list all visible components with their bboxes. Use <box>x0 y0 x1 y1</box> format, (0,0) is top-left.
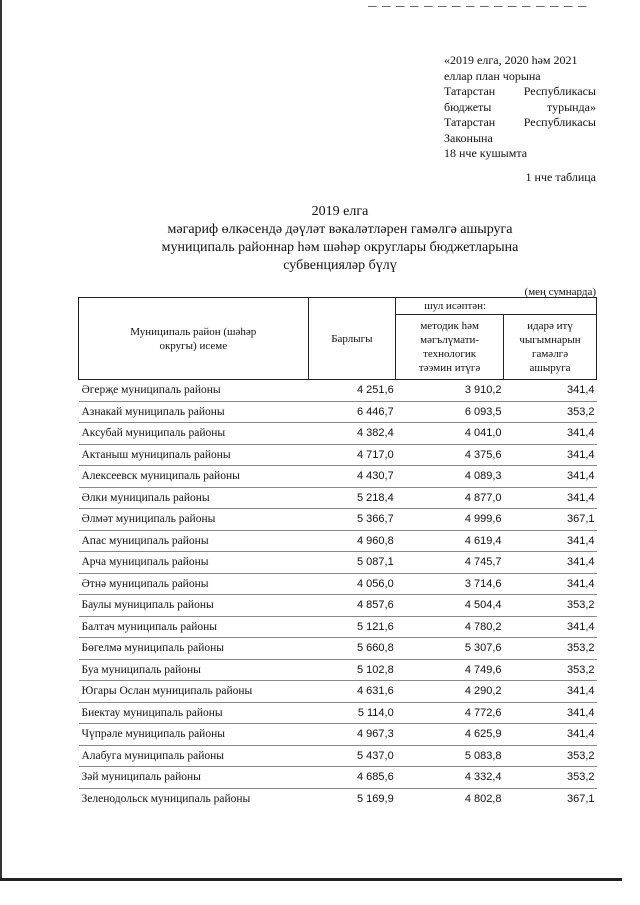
row-total: 5 114,0 <box>308 702 396 724</box>
column-header-name: Муниципаль район (шәһәр округы) исеме <box>79 298 309 380</box>
row-methodical: 6 093,5 <box>396 401 504 423</box>
table-row <box>79 616 597 638</box>
row-name: Әлмәт муниципаль районы <box>79 509 309 531</box>
row-methodical: 4 802,8 <box>396 788 504 809</box>
row-name: Аксубай муниципаль районы <box>79 423 309 445</box>
table-row <box>79 552 597 574</box>
row-total: 4 857,6 <box>308 595 396 617</box>
row-admin: 341,4 <box>504 702 597 724</box>
table-row <box>79 745 597 767</box>
subvention-table <box>78 297 597 809</box>
column-header-of-which: шул исәптән: <box>396 298 597 315</box>
row-name: Алексеевск муниципаль районы <box>79 466 309 488</box>
header-note-word: Республикасы <box>523 84 596 98</box>
row-name: Арча муниципаль районы <box>79 552 309 574</box>
header-note-word: Татарстан <box>444 115 496 129</box>
row-total: 4 960,8 <box>308 530 396 552</box>
header-note-line <box>444 84 596 100</box>
row-methodical: 4 999,6 <box>396 509 504 531</box>
row-methodical: 4 877,0 <box>396 487 504 509</box>
title-line: мәгариф өлкәсендә дәүләт вәкаләтләрен гамәлгә ашыруга <box>167 222 513 237</box>
header-note-line: 18 нче кушымта <box>444 146 528 160</box>
row-name: Югары Ослан муниципаль районы <box>79 681 309 703</box>
header-note-line <box>444 115 596 131</box>
row-admin: 353,2 <box>504 401 597 423</box>
row-total: 5 087,1 <box>308 552 396 574</box>
row-methodical: 4 772,6 <box>396 702 504 724</box>
row-total: 4 430,7 <box>308 466 396 488</box>
table-row <box>79 788 597 809</box>
row-total: 5 366,7 <box>308 509 396 531</box>
header-note-line: еллар план чорына <box>444 68 541 83</box>
scan-left-edge <box>0 0 2 880</box>
header-note-word: турында» <box>546 99 596 114</box>
row-name: Апас муниципаль районы <box>79 530 309 552</box>
row-methodical: 3 910,2 <box>464 384 502 397</box>
column-header-total: Барлыгы <box>308 298 396 380</box>
row-methodical: 4 041,0 <box>396 423 504 445</box>
table-row <box>79 573 597 595</box>
top-dashed-line <box>368 6 588 7</box>
row-total: 4 251,6 <box>357 384 394 397</box>
row-total: 5 102,8 <box>308 659 396 681</box>
row-methodical: 4 375,6 <box>396 444 504 466</box>
table-row <box>79 509 597 531</box>
row-name: Актаныш муниципаль районы <box>79 444 309 466</box>
row-admin: 341,4 <box>504 444 597 466</box>
row-admin: 341,4 <box>504 530 597 552</box>
row-admin: 353,2 <box>504 745 597 767</box>
row-admin: 341,4 <box>504 487 597 509</box>
table-row <box>79 638 597 660</box>
row-admin: 341,4 <box>504 616 597 638</box>
table-number: 1 нче таблица <box>525 170 596 184</box>
table-row <box>79 530 597 552</box>
row-methodical: 4 089,3 <box>396 466 504 488</box>
scan-bottom-edge <box>0 878 622 881</box>
title-line: муниципаль районнар һәм шәһәр округлары бюджетларына <box>161 240 519 255</box>
row-admin: 353,2 <box>504 659 597 681</box>
column-header-methodical: методик һәм мәгълүмати-технологик тәэмин итүгә <box>396 315 504 380</box>
row-methodical: 5 083,8 <box>396 745 504 767</box>
header-note-line: «2019 елга, 2020 һәм 2021 <box>444 53 578 67</box>
row-total: 4 056,0 <box>308 573 396 595</box>
table-row <box>79 724 597 746</box>
table-row <box>79 466 597 488</box>
row-admin: 341,4 <box>504 573 597 595</box>
table-row <box>79 659 597 681</box>
row-methodical: 5 307,6 <box>396 638 504 660</box>
header-note-line: Законына <box>444 130 493 145</box>
row-admin: 341,4 <box>504 423 597 445</box>
units-note: (мең сумнарда) <box>524 286 596 298</box>
row-methodical: 4 745,7 <box>396 552 504 574</box>
table-body <box>79 380 597 810</box>
table-row <box>79 595 597 617</box>
document-title <box>100 203 580 275</box>
row-admin: 353,2 <box>504 767 597 789</box>
row-total: 4 382,4 <box>308 423 396 445</box>
table-row <box>79 380 597 402</box>
row-name: Чүпрәле муниципаль районы <box>79 724 309 746</box>
title-line: 2019 елга <box>311 204 369 219</box>
header-note-word: бюджеты <box>444 99 492 114</box>
row-name: Баулы муниципаль районы <box>79 595 309 617</box>
table-row <box>79 702 597 724</box>
row-admin: 353,2 <box>504 638 597 660</box>
row-name: Бөгелмә муниципаль районы <box>79 638 309 660</box>
table-row <box>79 487 597 509</box>
column-header-admin: идарә итү чыгымнарын гамәлгә ашыруга <box>504 315 597 380</box>
row-total: 5 437,0 <box>308 745 396 767</box>
row-admin: 367,1 <box>504 788 597 809</box>
table-row <box>79 681 597 703</box>
row-name: Алабуга муниципаль районы <box>79 745 309 767</box>
row-total: 4 631,6 <box>308 681 396 703</box>
table-row <box>79 423 597 445</box>
row-name: Зеленодольск муниципаль районы <box>79 788 309 809</box>
header-note-word: Республикасы <box>523 115 596 129</box>
header-note-word: Татарстан <box>444 84 496 98</box>
row-total: 5 169,9 <box>308 788 396 809</box>
row-methodical: 4 625,9 <box>396 724 504 746</box>
row-name: Зәй муниципаль районы <box>79 767 309 789</box>
row-name: Биектау муниципаль районы <box>79 702 309 724</box>
row-total: 6 446,7 <box>308 401 396 423</box>
row-methodical: 4 619,4 <box>396 530 504 552</box>
row-methodical: 4 780,2 <box>396 616 504 638</box>
row-name: Әгерҗе муниципаль районы <box>81 384 221 397</box>
row-name: Буа муниципаль районы <box>79 659 309 681</box>
row-admin: 341,4 <box>504 552 597 574</box>
title-line: субвенцияләр бүлү <box>283 258 397 273</box>
row-admin: 353,2 <box>504 595 597 617</box>
table-row <box>79 401 597 423</box>
row-total: 4 967,3 <box>308 724 396 746</box>
table-row <box>79 767 597 789</box>
row-total: 5 218,4 <box>308 487 396 509</box>
row-methodical: 4 749,6 <box>396 659 504 681</box>
row-methodical: 4 290,2 <box>396 681 504 703</box>
row-admin: 341,4 <box>566 384 595 397</box>
table-row <box>79 444 597 466</box>
header-note <box>444 53 596 162</box>
row-total: 5 660,8 <box>308 638 396 660</box>
row-admin: 341,4 <box>504 681 597 703</box>
row-name: Азнакай муниципаль районы <box>79 401 309 423</box>
row-admin: 341,4 <box>504 466 597 488</box>
row-methodical: 4 504,4 <box>396 595 504 617</box>
row-total: 4 685,6 <box>308 767 396 789</box>
row-admin: 341,4 <box>504 724 597 746</box>
row-name: Әтнә муниципаль районы <box>79 573 309 595</box>
row-name: Балтач муниципаль районы <box>79 616 309 638</box>
row-admin: 367,1 <box>504 509 597 531</box>
row-total: 5 121,6 <box>308 616 396 638</box>
header-note-line <box>444 100 596 116</box>
row-total: 4 717,0 <box>308 444 396 466</box>
row-methodical: 4 332,4 <box>396 767 504 789</box>
row-methodical: 3 714,6 <box>396 573 504 595</box>
row-name: Әлки муниципаль районы <box>79 487 309 509</box>
